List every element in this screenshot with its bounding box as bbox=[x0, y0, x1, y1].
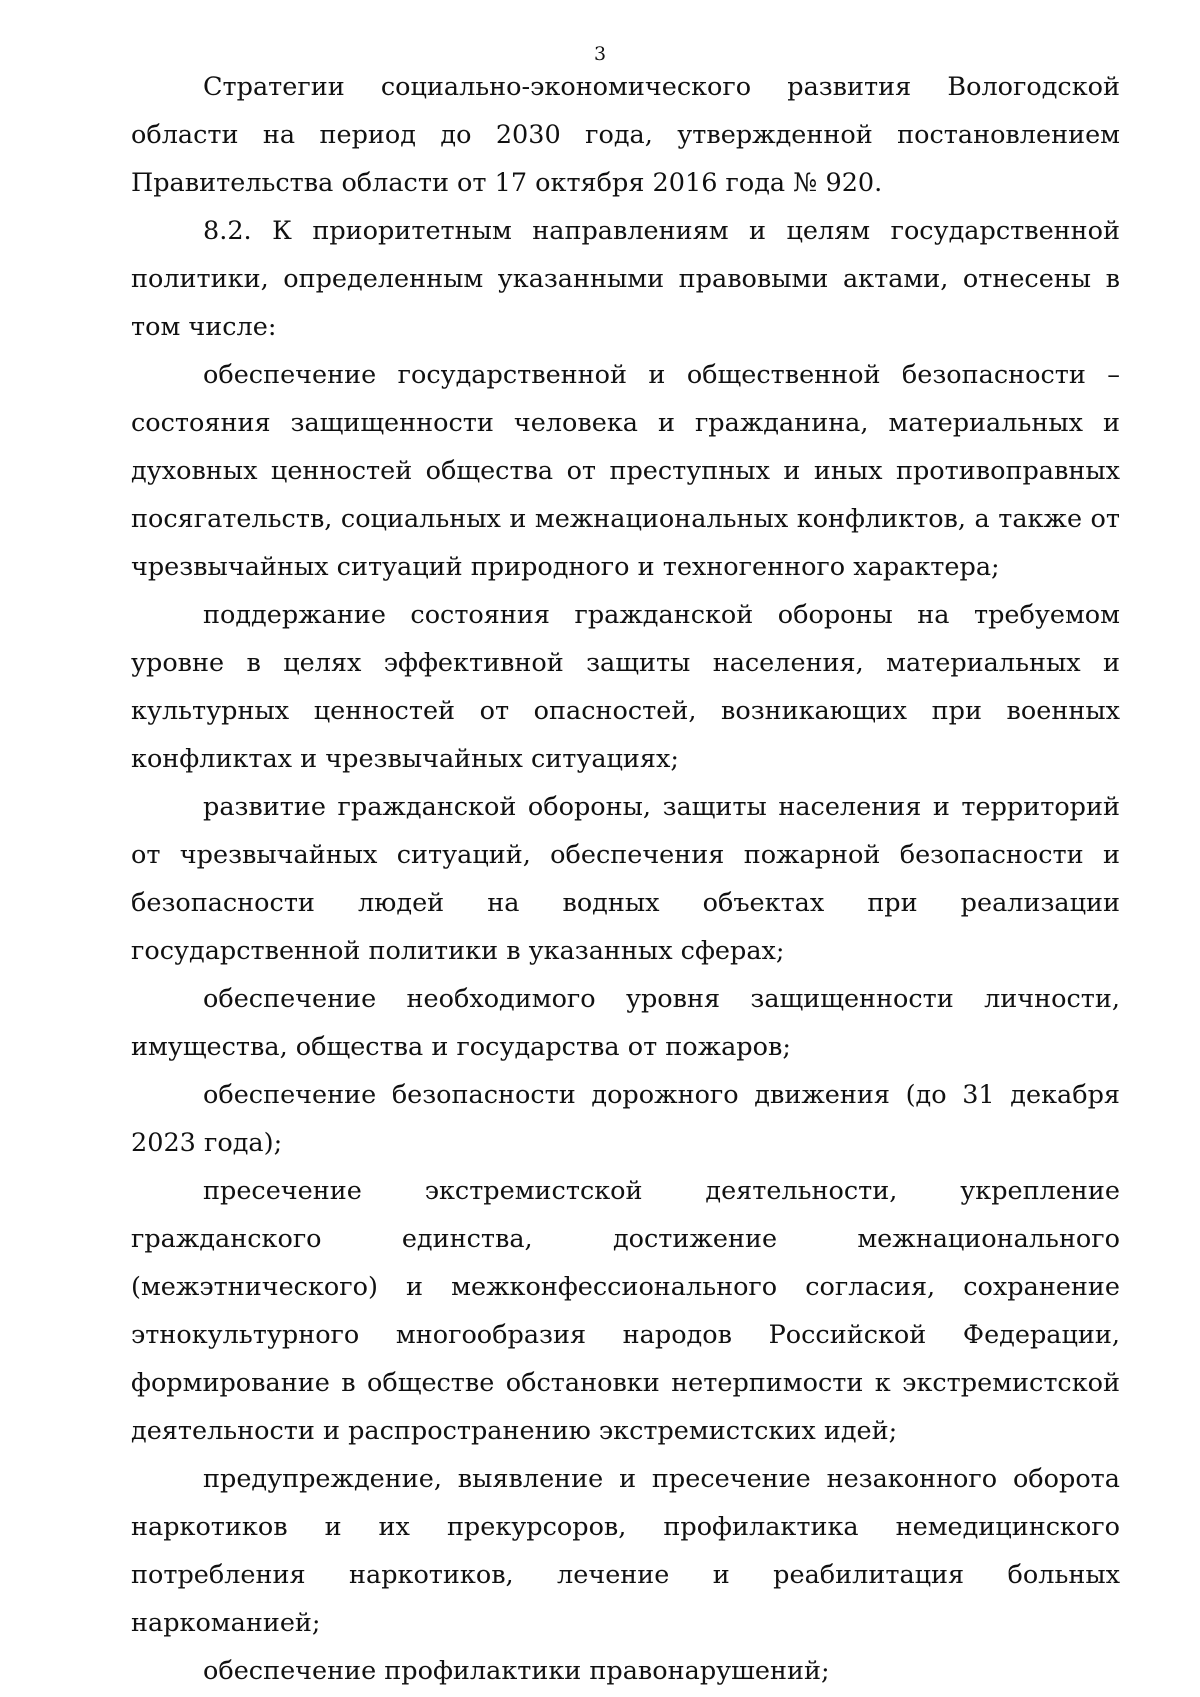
page-number: 3 bbox=[593, 43, 607, 65]
paragraph-8-2-heading: 8.2. К приоритетным направлениям и целям государственной политики, определенным указанными правовыми актами, отнесены в том числе: bbox=[131, 216, 1120, 342]
paragraph-offense-prevention: обеспечение профилактики правонарушений; bbox=[203, 1656, 830, 1686]
paragraph-state-security: обеспечение государственной и общественной безопасности – состояния защищенности человека и гражданина, материальных и духовных ценностей общества от преступных и иных противоправных посягательств, социальных и межнациональных конфликтов, а также от чрезвычайных ситуаций природного и техногенного характера; bbox=[131, 360, 1120, 582]
paragraph-road-safety: обеспечение безопасности дорожного движения (до 31 декабря 2023 года); bbox=[131, 1080, 1120, 1158]
paragraph-drug-prevention: предупреждение, выявление и пресечение незаконного оборота наркотиков и их прекурсоров, профилактика немедицинского потребления наркотиков, лечение и реабилитация больных наркоманией; bbox=[131, 1464, 1120, 1638]
document-body bbox=[131, 63, 1120, 1695]
paragraph-fire-protection: обеспечение необходимого уровня защищенности личности, имущества, общества и государства от пожаров; bbox=[131, 984, 1120, 1062]
paragraph-strategy-reference: Стратегии социально-экономического развития Вологодской области на период до 2030 года, утвержденной постановлением Правительства области от 17 октября 2016 года № 920. bbox=[131, 72, 1120, 198]
paragraph-civil-defense-development: развитие гражданской обороны, защиты населения и территорий от чрезвычайных ситуаций, обеспечения пожарной безопасности и безопасности людей на водных объектах при реализации государственной политики в указанных сферах; bbox=[131, 792, 1120, 966]
paragraph-extremism-prevention: пресечение экстремистской деятельности, укрепление гражданского единства, достижение межнационального (межэтнического) и межконфессионального согласия, сохранение этнокультурного многообразия народов Российской Федерации, формирование в обществе обстановки нетерпимости к экстремистской деятельности и распространению экстремистских идей; bbox=[131, 1176, 1120, 1446]
paragraph-civil-defense-level: поддержание состояния гражданской обороны на требуемом уровне в целях эффективной защиты населения, материальных и культурных ценностей от опасностей, возникающих при военных конфликтах и чрезвычайных ситуациях; bbox=[131, 600, 1120, 774]
